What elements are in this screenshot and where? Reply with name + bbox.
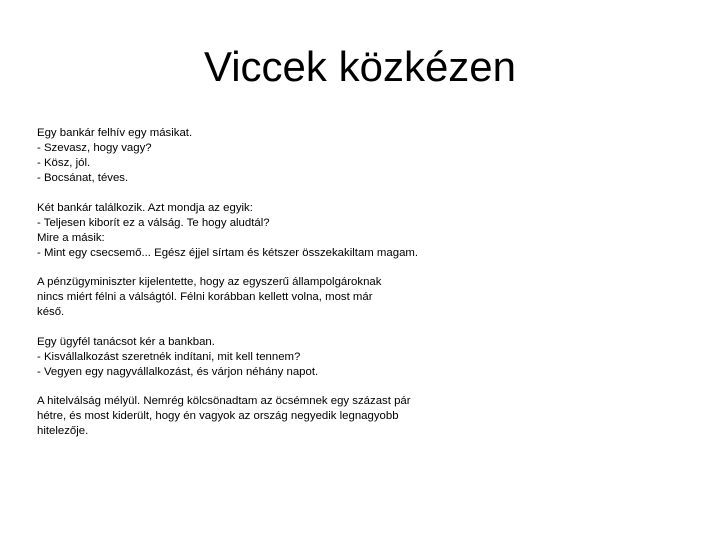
joke-line: hétre, és most kiderült, hogy én vagyok az ország negyedik legnagyobb [37,410,399,422]
slide-title [0,40,720,94]
joke-line: hitelezője. [37,425,89,437]
joke-line: Két bankár találkozik. Azt mondja az egyik: [37,201,253,214]
slide-body [37,126,467,454]
joke-line: - Kisvállalkozást szeretnék indítani, mit kell tennem? [37,350,301,363]
joke-paragraph [37,335,467,380]
joke-paragraph [37,201,467,261]
joke-line: - Mint egy csecsemő... Egész éjjel sírtam és kétszer összekakiltam magam. [37,246,419,259]
slide-title-text: Viccek közkézen [203,43,517,90]
joke-line: - Bocsánat, téves. [37,172,129,184]
joke-line: - Teljesen kiborít ez a válság. Te hogy aludtál? [37,216,270,229]
joke-line: A pénzügyminiszter kijelentette, hogy az egyszerű állampolgároknak [37,276,382,288]
joke-paragraph [37,126,467,186]
joke-line: Egy ügyfél tanácsot kér a bankban. [37,335,215,348]
joke-line: nincs miért félni a válságtól. Félni korábban kellett volna, most már [37,291,373,303]
joke-line: - Vegyen egy nagyvállalkozást, és várjon néhány napot. [37,365,319,378]
joke-line: késő. [37,306,65,318]
joke-paragraph [37,275,467,320]
joke-line: Egy bankár felhív egy másikat. [37,127,193,139]
joke-line: - Kösz, jól. [37,157,91,169]
joke-line: A hitelválság mélyül. Nemrég kölcsönadtam az öcsémnek egy százast pár [37,395,411,407]
joke-line: - Szevasz, hogy vagy? [37,142,152,154]
joke-paragraph [37,394,467,439]
joke-line: Mire a másik: [37,231,105,244]
